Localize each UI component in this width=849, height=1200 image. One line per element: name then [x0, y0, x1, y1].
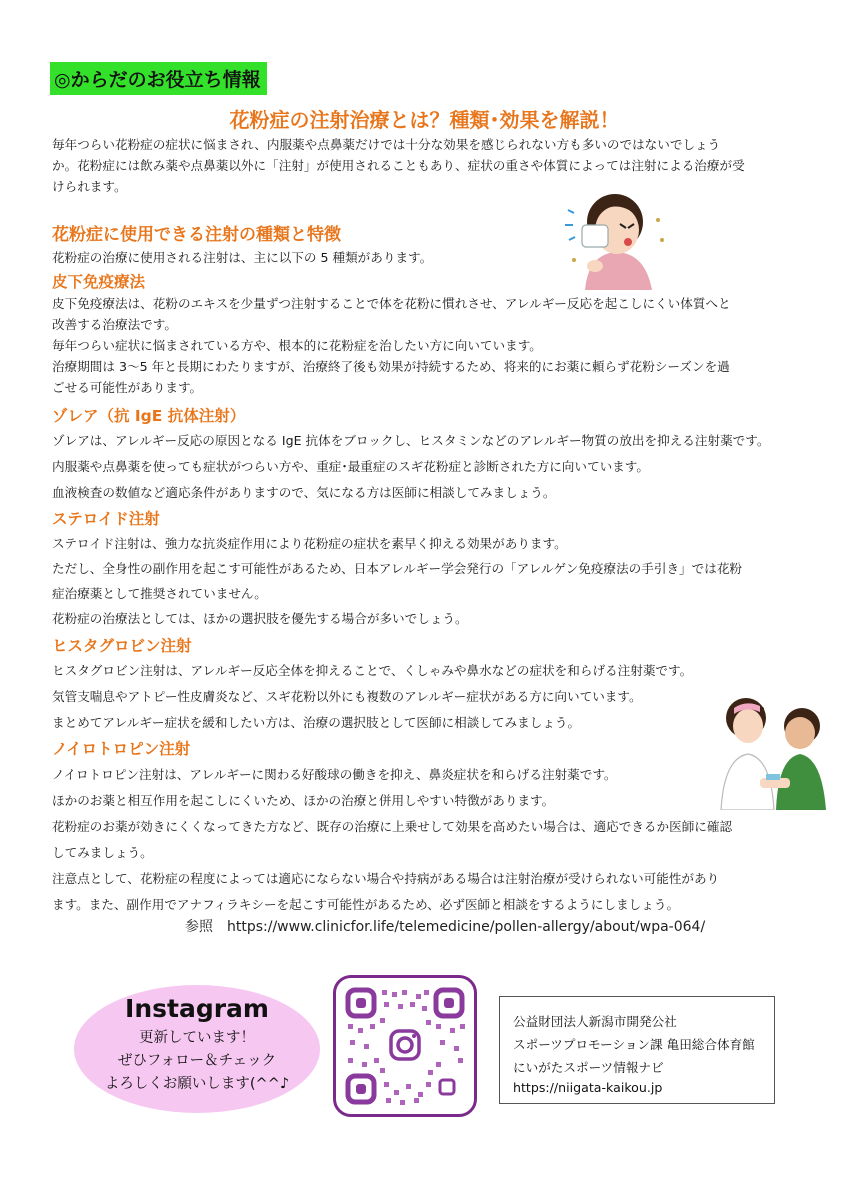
- subsection-heading: ステロイド注射: [52, 510, 160, 528]
- section-lead: 花粉症の治療に使用される注射は、主に以下の 5 種類があります。: [52, 250, 433, 265]
- instagram-qr-code[interactable]: [333, 975, 477, 1117]
- reference-link[interactable]: https://www.clinicfor.life/telemedicine/pollen-allergy/about/wpa-064/: [227, 919, 706, 935]
- section-tag: ◎からだのお役立ち情報: [50, 62, 267, 95]
- body-line: ただし、全身性の副作用を起こす可能性があるため、日本アレルギー学会発行の「アレルゲン免疫療法の手引き」では花粉: [52, 561, 743, 576]
- body-line: 皮下免疫療法は、花粉のエキスを少量ずつ注射することで体を花粉に慣れさせ、アレルギー反応を起こしにくい体質へと: [52, 296, 731, 311]
- contact-line: スポーツプロモーション課 亀田総合体育館: [513, 1037, 755, 1052]
- instagram-line: ぜひフォロー＆チェック: [117, 1053, 277, 1069]
- body-line: 注意点として、花粉症の程度によっては適応にならない場合や持病がある場合は注射治療が受けられない可能性があり: [52, 871, 720, 886]
- sneezing-woman-illustration: [560, 180, 670, 290]
- qr-pattern: [336, 978, 474, 1114]
- body-line: 毎年つらい症状に悩まされている方や、根本的に花粉症を治したい方に向いています。: [52, 338, 542, 353]
- subsection-body: [52, 428, 802, 506]
- subsection-heading: ノイロトロピン注射: [52, 740, 191, 758]
- instagram-line: 更新しています！: [139, 1030, 255, 1046]
- intro-line: 毎年つらい花粉症の症状に悩まされ、内服薬や点鼻薬だけでは十分な効果を感じられない方も多いのではないでしょう: [52, 137, 721, 152]
- body-line: 血液検査の数値など適応条件がありますので、気になる方は医師に相談してみましょう。: [52, 485, 556, 500]
- body-line: ノイロトロピン注射は、アレルギーに関わる好酸球の働きを抑え、鼻炎症状を和らげる注射薬です。: [52, 767, 617, 782]
- contact-line: 公益財団法人新潟市開発公社: [513, 1014, 677, 1029]
- instagram-title: Instagram: [125, 994, 269, 1023]
- subsection-body: [52, 762, 802, 918]
- subsection-heading: ヒスタグロビン注射: [52, 637, 192, 655]
- body-line: 気管支喘息やアトピー性皮膚炎など、スギ花粉以外にも複数のアレルギー症状がある方に向いています。: [52, 689, 642, 704]
- intro-paragraph: [52, 134, 802, 197]
- instagram-line: よろしくお願いします(^^♪: [104, 1076, 290, 1092]
- body-line: まとめてアレルギー症状を緩和したい方は、治療の選択肢として医師に相談してみましょう。: [52, 715, 581, 730]
- body-line: 改善する治療法です。: [52, 317, 177, 332]
- reference-label: 参照: [185, 919, 213, 935]
- subsection-body: [52, 293, 802, 398]
- body-line: ほかのお薬と相互作用を起こしにくいため、ほかの治療と併用しやすい特徴があります。: [52, 793, 555, 808]
- body-line: ごせる可能性があります。: [52, 380, 203, 395]
- subsection-body: [52, 658, 802, 736]
- nurse-patient-illustration: [716, 688, 826, 810]
- reference: [185, 916, 705, 936]
- intro-line: けられます。: [52, 179, 127, 194]
- intro-line: か。花粉症には飲み薬や点鼻薬以外に「注射」が使用されることもあり、症状の重さや体質によっては注射による治療が受: [52, 158, 745, 173]
- body-line: 花粉症の治療法としては、ほかの選択肢を優先する場合が多いでしょう。: [52, 611, 468, 626]
- body-line: 内服薬や点鼻薬を使っても症状がつらい方や、重症･最重症のスギ花粉症と診断された方に向いています。: [52, 459, 649, 474]
- subsection-body: [52, 531, 802, 631]
- body-line: ステロイド注射は、強力な抗炎症作用により花粉症の症状を素早く抑える効果があります。: [52, 536, 567, 551]
- contact-line: にいがたスポーツ情報ナビ: [513, 1060, 664, 1075]
- body-line: 花粉症のお薬が効きにくくなってきた方など、既存の治療に上乗せして効果を高めたい場合は、適応できるか医師に確認: [52, 819, 733, 834]
- contact-link[interactable]: https://niigata-kaikou.jp: [513, 1080, 663, 1095]
- page-title: 花粉症の注射治療とは？種類･効果を解説！: [229, 108, 620, 132]
- body-line: 症治療薬として推奨されていません。: [52, 586, 267, 601]
- body-line: ます。また、副作用でアナフィラキシーを起こす可能性があるため、必ず医師と相談をするようにしましょう。: [52, 897, 680, 912]
- body-line: 治療期間は 3～5 年と長期にわたりますが、治療終了後も効果が持続するため、将来的にお薬に頼らず花粉シーズンを過: [52, 359, 730, 374]
- body-line: してみましょう。: [52, 845, 153, 860]
- subsection-heading: ゾレア（抗 IgE 抗体注射）: [52, 407, 246, 425]
- section-heading: 花粉症に使用できる注射の種類と特徴: [52, 225, 341, 245]
- subsection-heading: 皮下免疫療法: [52, 273, 146, 291]
- body-line: ヒスタグロビン注射は、アレルギー反応全体を抑えることで、くしゃみや鼻水などの症状を和らげる注射薬です。: [52, 663, 693, 678]
- body-line: ゾレアは、アレルギー反応の原因となる IgE 抗体をブロックし、ヒスタミンなどのアレルギー物質の放出を抑える注射薬です。: [52, 433, 770, 448]
